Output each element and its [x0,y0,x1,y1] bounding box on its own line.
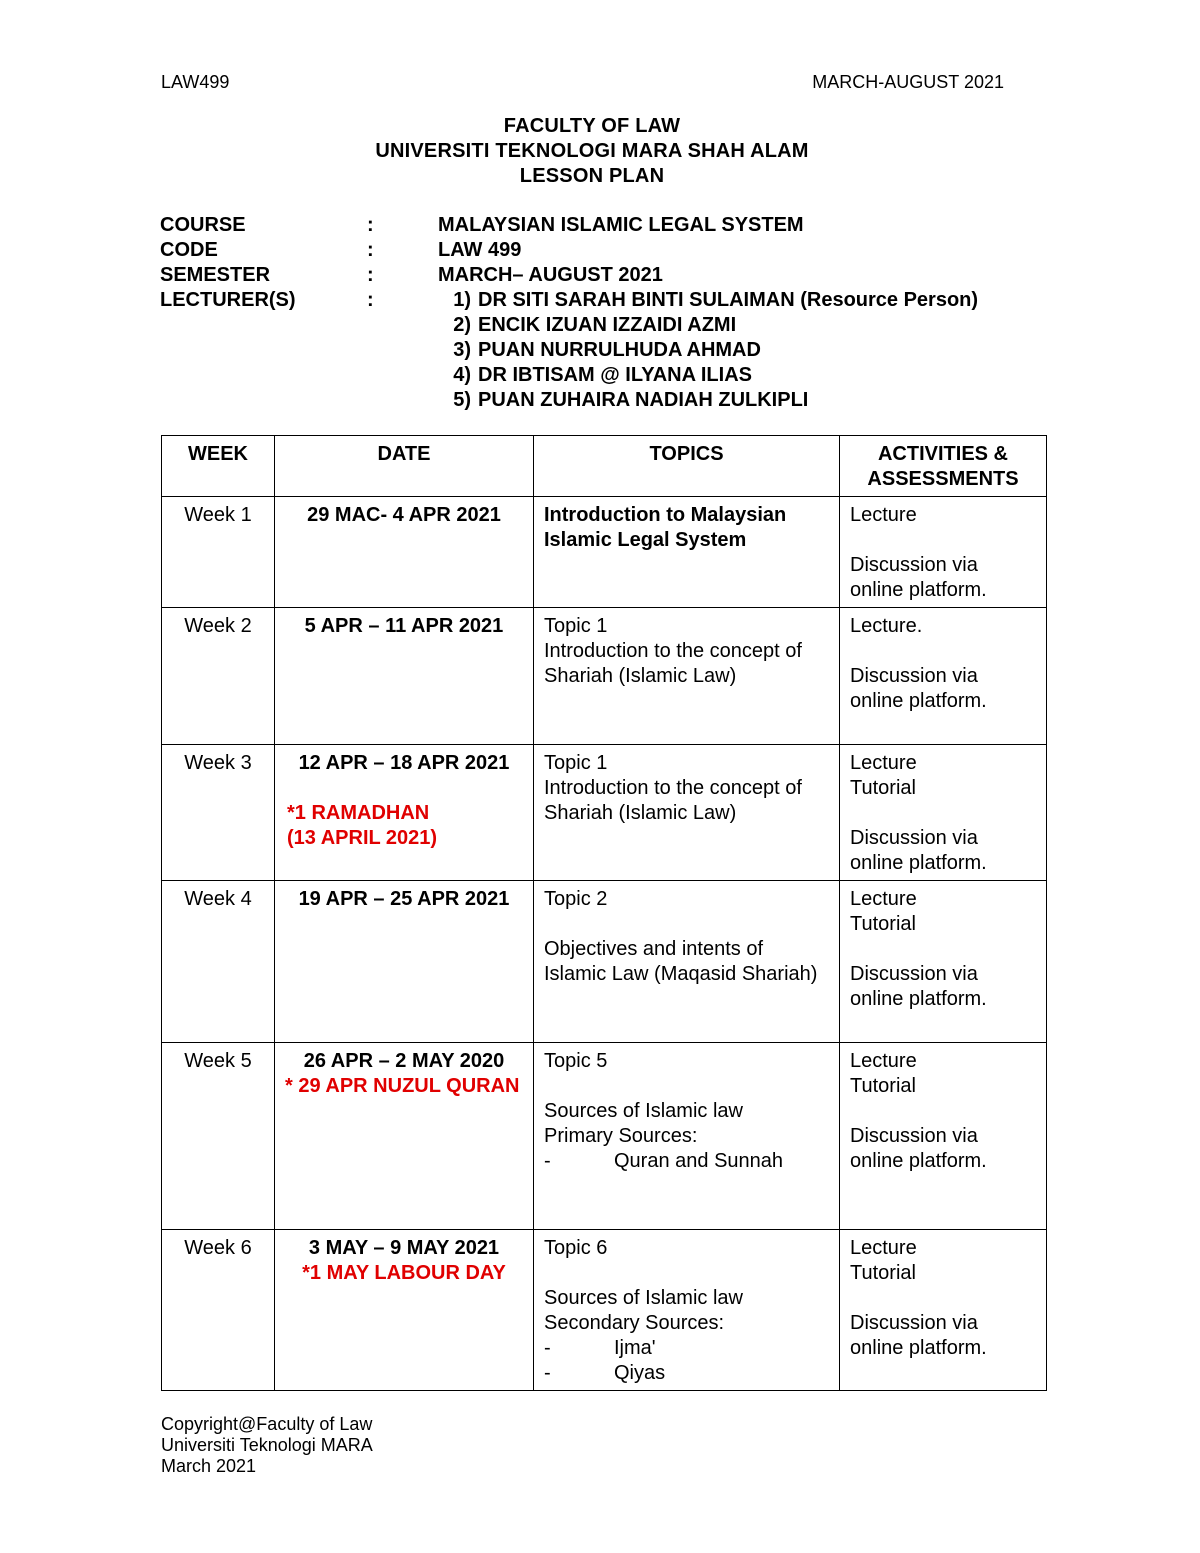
source-item: - Qiyas [544,1362,666,1384]
table-row [162,497,1047,608]
table-header-row [162,436,1047,497]
lecturer-item: 4) DR IBTISAM @ ILYANA ILIAS [453,364,752,386]
table-row [162,745,1047,881]
topic-cell: Topic 1 Introduction to the concept of Shariah (Islamic Law) [534,608,840,745]
date-cell: 29 MAC- 4 APR 2021 [275,497,534,608]
lesson-plan-table [161,435,1047,1391]
holiday-note: *1 MAY LABOUR DAY [302,1262,506,1284]
topic-cell: Topic 5 Sources of Islamic law Primary Sources: - Quran and Sunnah [534,1043,840,1230]
copyright-line: Copyright@Faculty of Law [161,1414,373,1434]
course-code-header: LAW499 [161,72,230,92]
week-cell: Week 1 [162,497,275,608]
date-cell: 3 MAY – 9 MAY 2021 *1 MAY LABOUR DAY [275,1230,534,1391]
date-cell: 19 APR – 25 APR 2021 [275,881,534,1043]
faculty-title: FACULTY OF LAW [503,115,681,137]
header-week: WEEK [162,436,275,497]
university-title: UNIVERSITI TEKNOLOGI MARA SHAH ALAM [375,140,809,162]
semester-header: MARCH-AUGUST 2021 [812,72,1004,92]
week-cell: Week 5 [162,1043,275,1230]
semester-label: SEMESTER [160,264,271,286]
date-cell: 12 APR – 18 APR 2021 *1 RAMADHAN (13 APRIL 2021) [275,745,534,881]
holiday-note: * 29 APR NUZUL QURAN [285,1075,520,1097]
lecturer-item: 5) PUAN ZUHAIRA NADIAH ZULKIPLI [453,389,809,411]
header-activities: ACTIVITIES & ASSESSMENTS [840,436,1047,497]
colon: : [367,239,374,261]
activities-cell: Lecture Tutorial Discussion via online platform. [840,1043,1047,1230]
university-line: Universiti Teknologi MARA [161,1435,373,1455]
page-footer [161,1414,373,1477]
lecturer-item: 3) PUAN NURRULHUDA AHMAD [453,339,761,361]
table-row [162,1230,1047,1391]
header-date: DATE [275,436,534,497]
course-label: COURSE [160,214,246,236]
meta-semester-row [160,263,978,288]
course-meta [160,213,978,413]
holiday-note: (13 APRIL 2021) [287,827,438,849]
lecturer-list [438,288,978,413]
table-row [162,881,1047,1043]
week-cell: Week 6 [162,1230,275,1391]
week-cell: Week 2 [162,608,275,745]
header-topics: TOPICS [534,436,840,497]
lecturer-item: 1) DR SITI SARAH BINTI SULAIMAN (Resource Person) [453,289,979,311]
date-cell: 26 APR – 2 MAY 2020 * 29 APR NUZUL QURAN [275,1043,534,1230]
semester-value: MARCH– AUGUST 2021 [438,264,663,286]
week-cell: Week 4 [162,881,275,1043]
activities-cell: Lecture Tutorial Discussion via online platform. [840,745,1047,881]
code-label: CODE [160,239,218,261]
activities-cell: Lecture. Discussion via online platform. [840,608,1047,745]
code-value: LAW 499 [438,239,522,261]
week-cell: Week 3 [162,745,275,881]
topic-cell: Topic 1 Introduction to the concept of Shariah (Islamic Law) [534,745,840,881]
source-item: - Ijma' [544,1337,656,1359]
title-block [0,114,1184,189]
meta-lecturer-row [160,288,978,413]
activities-cell: Lecture Discussion via online platform. [840,497,1047,608]
meta-code-row [160,238,978,263]
lecturer-label: LECTURER(S) [160,289,296,311]
activities-cell: Lecture Tutorial Discussion via online platform. [840,1230,1047,1391]
colon: : [367,289,374,311]
colon: : [367,214,374,236]
topic-cell: Topic 2 Objectives and intents of Islamic Law (Maqasid Shariah) [534,881,840,1043]
table-row [162,608,1047,745]
topic-cell: Topic 6 Sources of Islamic law Secondary Sources: - Ijma' - Qiyas [534,1230,840,1391]
colon: : [367,264,374,286]
lecturer-item: 2) ENCIK IZUAN IZZAIDI AZMI [453,314,737,336]
document-title: LESSON PLAN [519,165,665,187]
activities-cell: Lecture Tutorial Discussion via online platform. [840,881,1047,1043]
date-line: March 2021 [161,1456,257,1476]
course-value: MALAYSIAN ISLAMIC LEGAL SYSTEM [438,214,804,236]
source-item: - Quran and Sunnah [544,1150,784,1172]
topic-cell: Introduction to Malaysian Islamic Legal System [534,497,840,608]
table-row [162,1043,1047,1230]
meta-course-row [160,213,978,238]
holiday-note: *1 RAMADHAN [287,802,430,824]
date-cell: 5 APR – 11 APR 2021 [275,608,534,745]
